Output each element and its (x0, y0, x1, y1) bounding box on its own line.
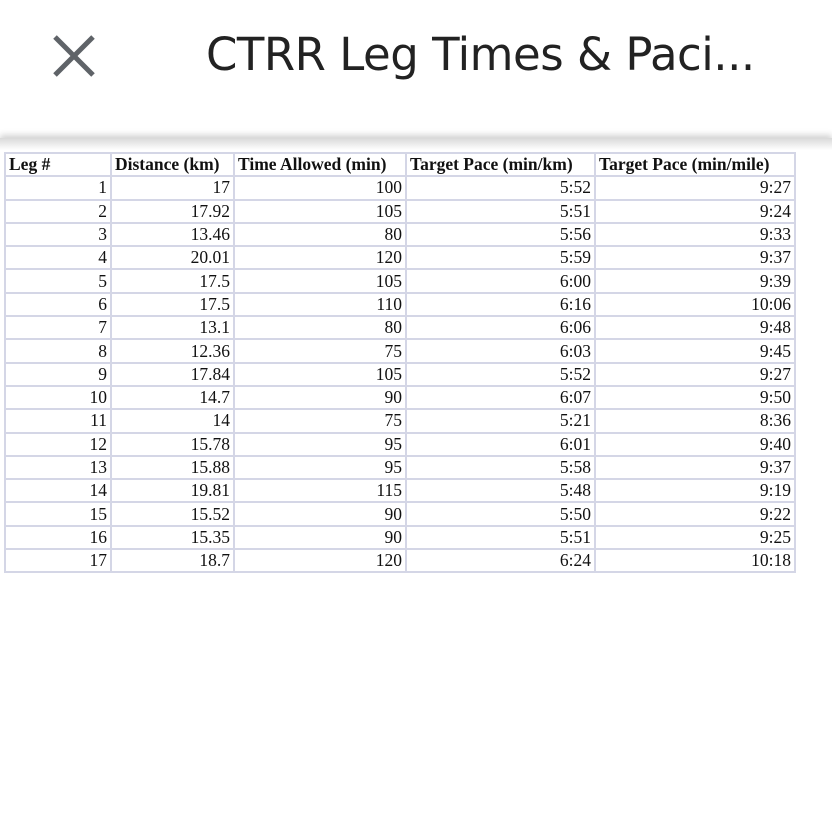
pace-mile-cell: 9:27 (595, 176, 795, 199)
pace-km-cell: 6:00 (406, 269, 595, 292)
distance-cell: 15.88 (111, 456, 234, 479)
leg-times-table (4, 152, 796, 573)
column-header-distance: Distance (km) (111, 153, 234, 176)
table-row (5, 549, 795, 572)
time-allowed-cell: 120 (234, 246, 406, 269)
distance-cell: 13.46 (111, 223, 234, 246)
table-row (5, 526, 795, 549)
column-header-pace-mile: Target Pace (min/mile) (595, 153, 795, 176)
table-row (5, 176, 795, 199)
time-allowed-cell: 115 (234, 479, 406, 502)
pace-mile-cell: 9:25 (595, 526, 795, 549)
leg-cell: 2 (5, 200, 111, 223)
table-row (5, 246, 795, 269)
time-allowed-cell: 95 (234, 456, 406, 479)
distance-cell: 17.5 (111, 269, 234, 292)
pace-mile-cell: 9:50 (595, 386, 795, 409)
pace-mile-cell: 9:37 (595, 456, 795, 479)
distance-cell: 14 (111, 409, 234, 432)
pace-km-cell: 5:56 (406, 223, 595, 246)
time-allowed-cell: 80 (234, 223, 406, 246)
distance-cell: 19.81 (111, 479, 234, 502)
table-row (5, 269, 795, 292)
distance-cell: 17.5 (111, 293, 234, 316)
leg-cell: 9 (5, 363, 111, 386)
distance-cell: 17.84 (111, 363, 234, 386)
column-header-time-allowed: Time Allowed (min) (234, 153, 406, 176)
leg-cell: 4 (5, 246, 111, 269)
leg-cell: 14 (5, 479, 111, 502)
time-allowed-cell: 90 (234, 386, 406, 409)
leg-cell: 3 (5, 223, 111, 246)
distance-cell: 12.36 (111, 339, 234, 362)
column-header-leg: Leg # (5, 153, 111, 176)
table-row (5, 200, 795, 223)
leg-cell: 6 (5, 293, 111, 316)
time-allowed-cell: 105 (234, 269, 406, 292)
column-header-pace-km: Target Pace (min/km) (406, 153, 595, 176)
pace-km-cell: 5:48 (406, 479, 595, 502)
pace-km-cell: 5:52 (406, 176, 595, 199)
leg-cell: 16 (5, 526, 111, 549)
pace-km-cell: 5:21 (406, 409, 595, 432)
time-allowed-cell: 110 (234, 293, 406, 316)
document-viewer[interactable] (0, 138, 832, 832)
pace-mile-cell: 9:45 (595, 339, 795, 362)
pace-mile-cell: 10:18 (595, 549, 795, 572)
time-allowed-cell: 105 (234, 200, 406, 223)
table-row (5, 363, 795, 386)
table-row (5, 502, 795, 525)
leg-cell: 13 (5, 456, 111, 479)
leg-cell: 12 (5, 433, 111, 456)
pace-km-cell: 6:07 (406, 386, 595, 409)
pace-km-cell: 6:06 (406, 316, 595, 339)
pace-mile-cell: 9:27 (595, 363, 795, 386)
leg-cell: 8 (5, 339, 111, 362)
time-allowed-cell: 75 (234, 339, 406, 362)
pace-mile-cell: 9:39 (595, 269, 795, 292)
table-header-row (5, 153, 795, 176)
leg-cell: 15 (5, 502, 111, 525)
time-allowed-cell: 120 (234, 549, 406, 572)
distance-cell: 20.01 (111, 246, 234, 269)
distance-cell: 13.1 (111, 316, 234, 339)
table-row (5, 409, 795, 432)
table-row (5, 223, 795, 246)
table-row (5, 316, 795, 339)
pace-mile-cell: 9:40 (595, 433, 795, 456)
table-row (5, 386, 795, 409)
pace-km-cell: 6:01 (406, 433, 595, 456)
pace-km-cell: 5:59 (406, 246, 595, 269)
pace-mile-cell: 9:48 (595, 316, 795, 339)
leg-cell: 5 (5, 269, 111, 292)
table-row (5, 293, 795, 316)
app-header (0, 0, 832, 130)
distance-cell: 15.78 (111, 433, 234, 456)
table-row (5, 339, 795, 362)
table-row (5, 479, 795, 502)
pace-mile-cell: 9:37 (595, 246, 795, 269)
table-body (5, 176, 795, 572)
table-row (5, 456, 795, 479)
pace-mile-cell: 9:24 (595, 200, 795, 223)
time-allowed-cell: 75 (234, 409, 406, 432)
time-allowed-cell: 105 (234, 363, 406, 386)
pace-km-cell: 6:16 (406, 293, 595, 316)
time-allowed-cell: 95 (234, 433, 406, 456)
distance-cell: 14.7 (111, 386, 234, 409)
leg-cell: 10 (5, 386, 111, 409)
pace-mile-cell: 9:22 (595, 502, 795, 525)
pace-mile-cell: 9:19 (595, 479, 795, 502)
pace-km-cell: 6:24 (406, 549, 595, 572)
viewer-top-shadow (0, 138, 832, 150)
pace-km-cell: 5:51 (406, 200, 595, 223)
leg-cell: 17 (5, 549, 111, 572)
pace-mile-cell: 10:06 (595, 293, 795, 316)
close-button[interactable] (48, 30, 100, 82)
time-allowed-cell: 100 (234, 176, 406, 199)
distance-cell: 17 (111, 176, 234, 199)
pace-km-cell: 6:03 (406, 339, 595, 362)
leg-cell: 7 (5, 316, 111, 339)
close-icon[interactable] (48, 30, 100, 82)
table-row (5, 433, 795, 456)
time-allowed-cell: 80 (234, 316, 406, 339)
time-allowed-cell: 90 (234, 526, 406, 549)
pace-km-cell: 5:51 (406, 526, 595, 549)
pace-mile-cell: 9:33 (595, 223, 795, 246)
pace-km-cell: 5:50 (406, 502, 595, 525)
leg-cell: 11 (5, 409, 111, 432)
time-allowed-cell: 90 (234, 502, 406, 525)
document-title: CTRR Leg Times & Paci... (206, 28, 755, 81)
distance-cell: 15.52 (111, 502, 234, 525)
distance-cell: 18.7 (111, 549, 234, 572)
distance-cell: 15.35 (111, 526, 234, 549)
pace-km-cell: 5:58 (406, 456, 595, 479)
pace-km-cell: 5:52 (406, 363, 595, 386)
distance-cell: 17.92 (111, 200, 234, 223)
pace-mile-cell: 8:36 (595, 409, 795, 432)
leg-cell: 1 (5, 176, 111, 199)
